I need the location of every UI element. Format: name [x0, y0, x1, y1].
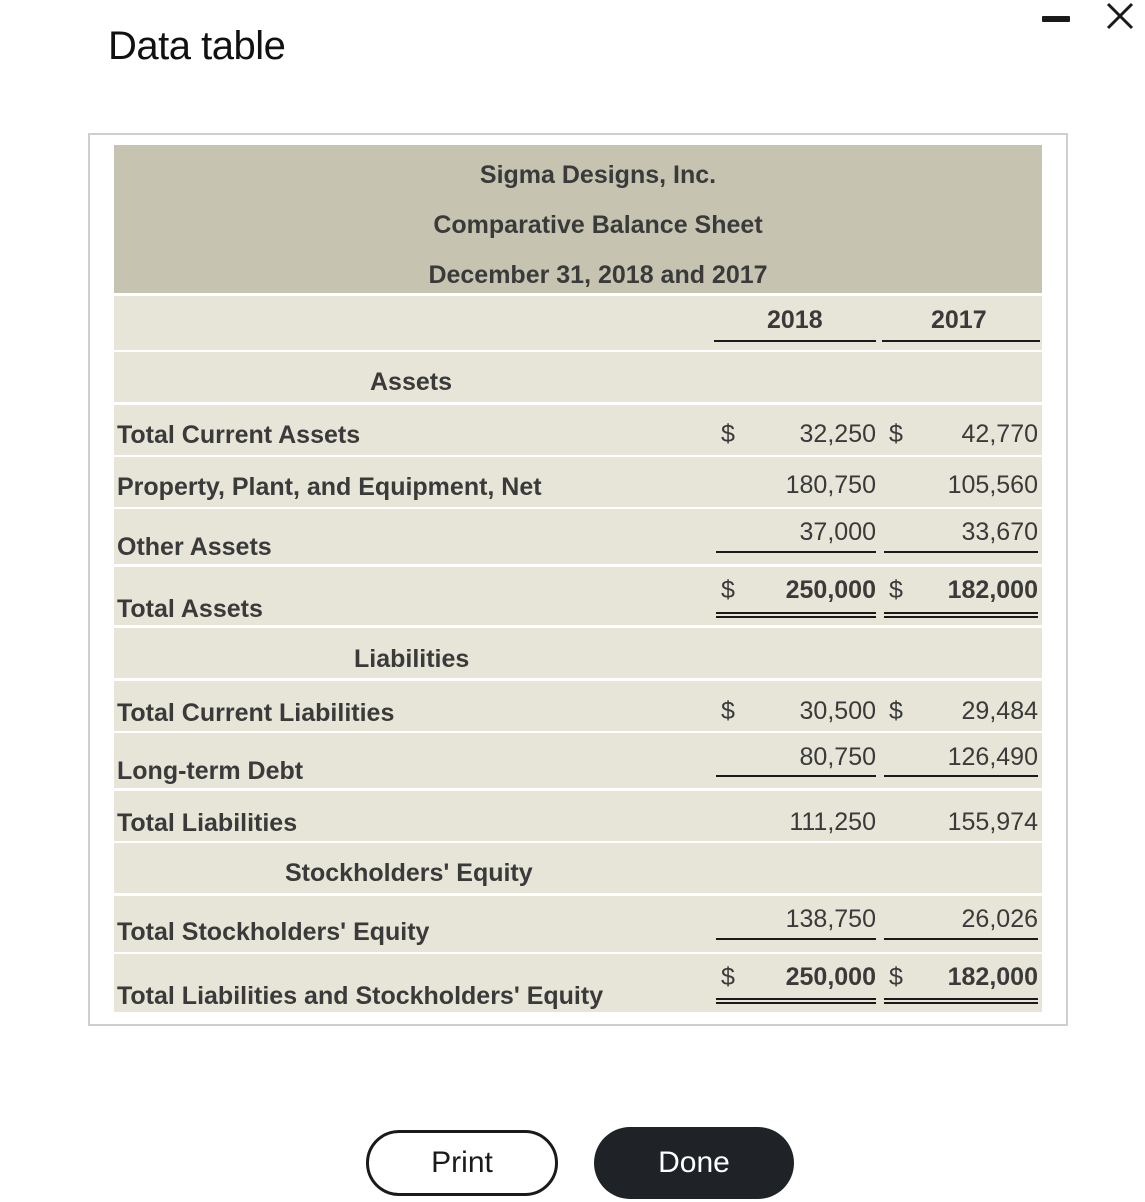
table-row: [114, 681, 1042, 731]
total-double-underline: [884, 612, 1038, 618]
value-2018: 250,000: [785, 963, 876, 991]
close-icon: [1102, 0, 1138, 34]
dollar-sign: $: [721, 697, 735, 725]
value-2018: 32,250: [799, 420, 876, 448]
year2-underline: [882, 340, 1040, 342]
value-2018: 37,000: [799, 518, 876, 546]
table-row: [114, 405, 1042, 455]
dollar-sign: $: [721, 420, 735, 448]
row-label: Total Current Liabilities: [117, 699, 395, 727]
value-2017: 26,026: [961, 905, 1038, 933]
section-row-liabilities: [114, 628, 1042, 678]
section-row-equity: [114, 843, 1042, 893]
column-header-2017: 2017: [931, 306, 987, 334]
company-name: Sigma Designs, Inc.: [479, 161, 717, 189]
column-header-2018: 2018: [767, 306, 823, 334]
subtotal-underline: [884, 551, 1038, 553]
value-2018: 111,250: [789, 808, 876, 836]
dollar-sign: $: [889, 963, 903, 991]
value-2018: 138,750: [785, 905, 876, 933]
table-row: [114, 509, 1042, 564]
section-label-equity: Stockholders' Equity: [285, 859, 533, 887]
total-double-underline: [716, 612, 876, 618]
value-2017: 182,000: [947, 576, 1038, 604]
row-label: Total Assets: [117, 595, 263, 623]
value-2017: 182,000: [947, 963, 1038, 991]
value-2017: 155,974: [947, 808, 1038, 836]
row-label: Long-term Debt: [117, 757, 304, 785]
section-row-assets: [114, 352, 1042, 402]
subtotal-underline: [884, 938, 1038, 940]
subtotal-underline: [716, 551, 876, 553]
table-row: [114, 457, 1042, 507]
total-double-underline: [716, 998, 876, 1004]
value-2017: 105,560: [947, 471, 1038, 499]
dollar-sign: $: [889, 420, 903, 448]
value-2018: 80,750: [799, 743, 876, 771]
table-row: [114, 791, 1042, 841]
value-2018: 30,500: [799, 697, 876, 725]
row-label: Other Assets: [117, 533, 272, 561]
statement-date: December 31, 2018 and 2017: [428, 261, 768, 289]
done-button[interactable]: Done: [594, 1127, 794, 1199]
subtotal-underline: [884, 775, 1038, 777]
table-header: [114, 145, 1042, 293]
row-label: Total Liabilities and Stockholders' Equity: [117, 982, 604, 1010]
table-row: [114, 733, 1042, 788]
section-label-liabilities: Liabilities: [354, 645, 470, 673]
table-row: [114, 896, 1042, 952]
print-button[interactable]: Print: [366, 1130, 558, 1196]
total-double-underline: [884, 998, 1038, 1004]
row-label: Total Current Assets: [117, 421, 361, 449]
subtotal-underline: [716, 938, 876, 940]
dialog-title: Data table: [108, 24, 286, 68]
minimize-button[interactable]: [1040, 6, 1072, 32]
dollar-sign: $: [889, 576, 903, 604]
row-label: Property, Plant, and Equipment, Net: [117, 473, 542, 501]
year1-underline: [714, 340, 876, 342]
row-label: Total Stockholders' Equity: [117, 918, 430, 946]
dollar-sign: $: [889, 697, 903, 725]
value-2017: 42,770: [961, 420, 1038, 448]
section-label-assets: Assets: [370, 368, 452, 396]
subtotal-underline: [716, 775, 876, 777]
value-2018: 180,750: [785, 471, 876, 499]
statement-title: Comparative Balance Sheet: [433, 211, 763, 239]
close-button[interactable]: [1102, 0, 1138, 34]
dollar-sign: $: [721, 576, 735, 604]
value-2017: 29,484: [961, 697, 1038, 725]
value-2018: 250,000: [785, 576, 876, 604]
minimize-icon: [1042, 16, 1070, 22]
row-label: Total Liabilities: [117, 809, 298, 837]
value-2017: 33,670: [961, 518, 1038, 546]
dollar-sign: $: [721, 963, 735, 991]
value-2017: 126,490: [947, 743, 1038, 771]
